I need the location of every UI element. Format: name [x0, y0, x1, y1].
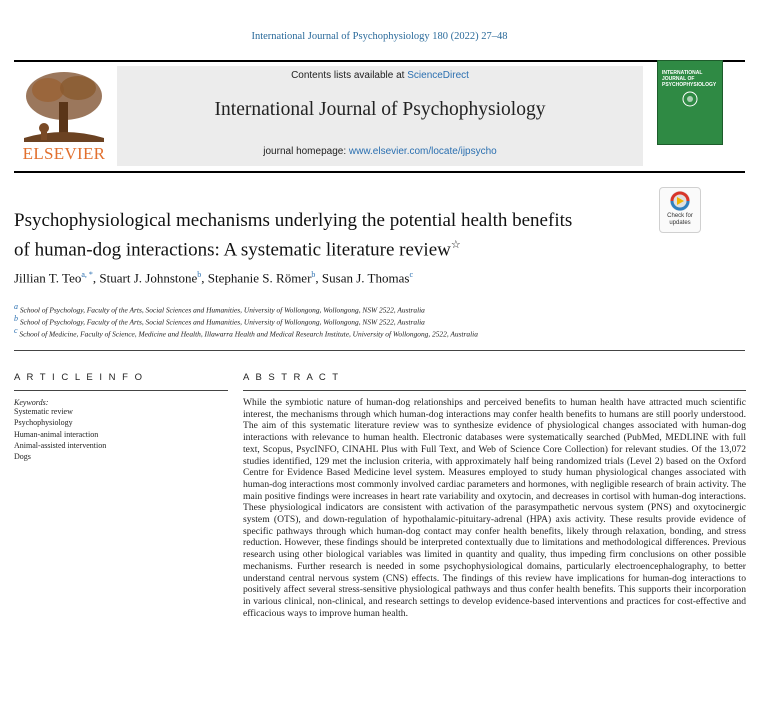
affiliation-line [14, 326, 734, 338]
abstract-heading: A B S T R A C T [243, 372, 341, 383]
article-title [14, 208, 654, 262]
abstract-rule [243, 390, 746, 391]
contents-line [117, 70, 643, 81]
keywords-label: Keywords: [14, 398, 49, 407]
title-footnote-mark[interactable]: ☆ [450, 239, 461, 251]
keyword-item[interactable]: Animal-assisted intervention [14, 440, 107, 450]
article-title-line-2-text: of human-dog interactions: A systematic literature review [14, 239, 451, 261]
homepage-link[interactable]: www.elsevier.com/locate/ijpsycho [348, 146, 497, 157]
journal-cover-thumbnail[interactable] [657, 60, 723, 145]
elsevier-wordmark: ELSEVIER [22, 144, 106, 163]
affiliation-text: School of Psychology, Faculty of the Arts, Social Sciences and Humanities, University of Wollongong, Wollongong, NSW 2522, Australia [19, 305, 425, 315]
keyword-item[interactable]: Human-animal interaction [14, 429, 99, 439]
article-info-rule [14, 390, 228, 391]
sciencedirect-link[interactable]: ScienceDirect [407, 70, 469, 81]
header-top-rule [14, 60, 745, 62]
author-affil-sup[interactable]: b [311, 270, 316, 279]
keyword-item[interactable]: Dogs [14, 452, 31, 462]
author-name[interactable]: Susan J. Thomas [321, 270, 410, 286]
section-divider [14, 350, 745, 351]
homepage-prefix: journal homepage: [263, 146, 349, 157]
article-title-line-2 [14, 233, 654, 262]
homepage-line [117, 146, 643, 157]
check-for-updates-button[interactable] [659, 187, 701, 233]
article-info-heading: A R T I C L E I N F O [14, 372, 144, 383]
article-title-line-1: Psychophysiological mechanisms underlying the potential health benefits [14, 210, 573, 231]
affiliation-text: School of Medicine, Faculty of Science, Medicine and Health, Illawarra Health and Medical Research Institute, University of Wollongong, 2522, Australia [19, 329, 478, 339]
journal-header-box [117, 66, 643, 166]
keywords-list [14, 406, 214, 462]
header-bottom-rule [14, 171, 745, 173]
affiliation-line [14, 314, 734, 326]
cover-title: INTERNATIONAL JOURNAL OF PSYCHOPHYSIOLOGY [662, 70, 717, 88]
affiliation-line [14, 302, 734, 314]
author-affil-sup[interactable]: b [197, 270, 202, 279]
journal-reference[interactable]: International Journal of Psychophysiology 180 (2022) 27–48 [251, 31, 508, 42]
author-separator: , [315, 270, 322, 286]
author-separator: , [92, 270, 100, 286]
check-updates-icon [660, 188, 700, 214]
author-list [14, 270, 654, 286]
author-name[interactable]: Jillian T. Teo [14, 270, 82, 286]
journal-title: International Journal of Psychophysiology [214, 99, 546, 120]
cover-emblem-icon [682, 91, 698, 107]
author-name[interactable]: Stuart J. Johnstone [99, 270, 198, 286]
affiliation-sup: b [14, 314, 18, 323]
keyword-item[interactable]: Systematic review [14, 407, 73, 416]
author-name[interactable]: Stephanie S. Römer [207, 270, 312, 286]
affiliation-text: School of Psychology, Faculty of the Arts, Social Sciences and Humanities, University of Wollongong, Wollongong, NSW 2522, Australia [19, 317, 425, 327]
contents-prefix: Contents lists available at [291, 70, 408, 81]
abstract-body: While the symbiotic nature of human-dog relationships and perceived benefits to human health have attracted much scientific interest, the mechanisms through which human-dog interactions may confer health benefits to humans are still poorly understood. The aim of this systematic literature review was to synthesize evidence of physiological changes associated with human-dog interactions with relevance to human health. Electronic databases were systematically searched (PubMed, MEDLINE with full text, Scopus, PsycINFO, CINAHL Plus with Full Text, and Web of Science Core Collection) for relevant studies. Of the 13,072 studies identified, 129 met the inclusion criteria, with approximately half being randomized trials (Level 2) based on the Oxford Centre for Evidence Based Medicine level system. Measures employed to study human physiological changes associated with human-dog interactions most commonly involved cardiac parameters and hormones, with negligible research of brain activity. The main positive findings were increases in heart rate variability and oxytocin, and decreases in cortisol with human-dog interactions. These physiological indicators are consistent with activation of the parasympathetic nervous system (PNS) and oxytocinergic system (OTS), and down-regulation of hypothalamic-pituitary-adrenal (HPA) axis activity. These results provide evidence of specific pathways through which human-dog contact may confer health benefits, likely through relaxation, bonding, and stress reduction. However, these findings should be interpreted contextually due to limitations and methodological differences. Previous research using other biological variables was limited in quantity and quality, thus impeding firm conclusions on other possible mechanisms. Further research is needed in some psychophysiological domains, particularly electroencephalography, to better understand central nervous system (CNS) effects. The findings of this review have implications for human-dog interactions to positively affect several stress-sensitive physiological pathways and thus confer health benefits. This supports their incorporation in various clinical, non-clinical, and research settings to develop evidence-based interventions and practices for cost-effective and efficacious ways to improve human health. [243, 397, 746, 619]
author-affil-sup[interactable]: a, * [81, 270, 93, 279]
affiliation-sup: c [14, 326, 18, 335]
author-affil-sup[interactable]: c [409, 270, 413, 279]
author-separator: , [201, 270, 208, 286]
check-updates-label: Check for updates [667, 213, 693, 226]
affiliation-sup: a [14, 302, 18, 311]
keyword-item[interactable]: Psychophysiology [14, 418, 73, 428]
